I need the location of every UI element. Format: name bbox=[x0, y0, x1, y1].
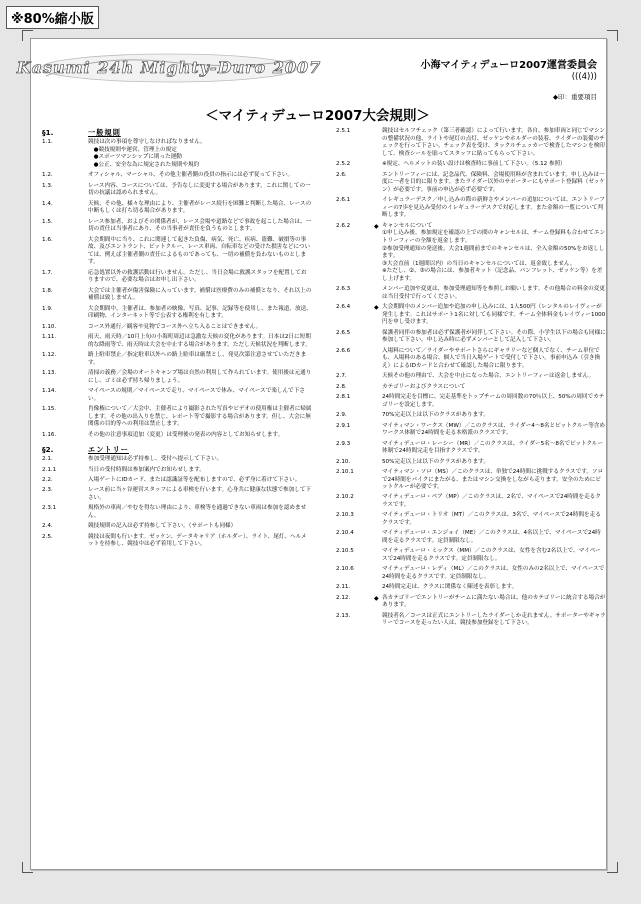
section-heading bbox=[42, 128, 312, 138]
rule-item bbox=[336, 223, 606, 284]
rule-number: 2.6.6 bbox=[336, 347, 351, 354]
section-number: §1. bbox=[42, 128, 54, 137]
rule-text: カテゴリーおよびクラスについて bbox=[382, 383, 466, 390]
rule-number: 2.6.1 bbox=[336, 197, 351, 204]
rule-item bbox=[336, 412, 606, 420]
rule-number: 2.5. bbox=[42, 533, 53, 540]
important-marker bbox=[374, 330, 382, 345]
important-marker bbox=[374, 613, 382, 628]
rule-item bbox=[336, 384, 606, 392]
important-marker bbox=[80, 523, 88, 531]
rule-text: 路上駐車禁止／指定駐車以外への路上駐車は厳禁とし、発見次第注意させていただきます。 bbox=[88, 352, 307, 366]
rule-text: 当日の受付時間は参加案内でお知らせします。 bbox=[88, 466, 205, 473]
rule-item bbox=[42, 334, 312, 349]
important-marker bbox=[374, 373, 382, 381]
rule-text: 応急処置以外の救護活動は行いません。ただし、当日会場に救護スタッフを配置しておりますので、必要な場合はお申し出下さい。 bbox=[88, 269, 307, 284]
rule-text: レース内容、コースについては、予告なしに変更する場合があります。これに関しての一切の抗議は認められません。 bbox=[88, 182, 311, 197]
rule-text: マイティデューロ・エンジョイ（ME）／このクラスは、4名以上で、マイペースで24時間を走るクラスです。定員制限なし。 bbox=[382, 530, 601, 545]
important-marker bbox=[80, 201, 88, 216]
rule-number: 2.8. bbox=[336, 383, 347, 390]
rule-text: マイティマン・ソロ（MS）／このクラスは、単独で24時間に挑戦するクラスです。ソロで24時間をバイクにまたがる、またはマシン交換をしながら走ります。安全のためにピットクルーが必要です。 bbox=[382, 468, 604, 491]
important-marker bbox=[80, 139, 88, 169]
rule-item bbox=[42, 270, 312, 285]
rule-number: 2.10.4 bbox=[336, 530, 354, 537]
rule-number: 2.3. bbox=[42, 487, 53, 494]
rule-number: 2.10.2 bbox=[336, 494, 354, 501]
rule-number: 2.11. bbox=[336, 584, 351, 591]
important-marker bbox=[374, 584, 382, 592]
important-marker bbox=[374, 459, 382, 467]
rule-item bbox=[336, 548, 606, 563]
rule-number: 1.4. bbox=[42, 200, 53, 207]
rule-item bbox=[336, 441, 606, 456]
important-marker bbox=[374, 512, 382, 527]
rule-text: 大会期間中に当り、これに関連して起きた負傷、病気、死亡、疾病、盗難、破損等の事故、及びエントラント、ピットクルー、レース車両、自転車などの受けた損害などについては、例えば主催者側の責任によるものであっても、一切の補償を負わないものとします。 bbox=[88, 236, 311, 266]
rule-number: 2.10. bbox=[336, 458, 351, 465]
rule-number: 2.8.1 bbox=[336, 394, 351, 401]
rule-number: 1.3. bbox=[42, 182, 53, 189]
rule-number: 2.6. bbox=[336, 171, 347, 178]
rule-item bbox=[42, 352, 312, 367]
rule-text: 保護者同伴の参加者は必ず保護者が同伴して下さい。その際、小学生以下の場合も同様に参加して下さい。申し込み時に必ずメンバーとして記入して下さい。 bbox=[382, 329, 606, 344]
rule-text: 肖像権について／大会中、主催者により撮影された写真やビデオの使用権は主催者に帰属します。その他の出入りを禁じ、レポート等で撮影する場合があります。但し、大会に無関係の目的等への利用は禁止します。 bbox=[88, 405, 312, 428]
rule-number: 2.2. bbox=[42, 476, 53, 483]
rule-number: 1.1. bbox=[42, 139, 53, 145]
rule-number: 2.9.1 bbox=[336, 422, 351, 429]
rule-number: 2.5.1 bbox=[336, 128, 351, 134]
rule-number: 1.12. bbox=[42, 352, 57, 359]
important-marker bbox=[374, 128, 382, 158]
rule-item bbox=[42, 523, 312, 531]
rule-number: 2.6.3 bbox=[336, 286, 351, 293]
organizer-name: 小海マイティデューロ2007運営委員会 bbox=[420, 60, 597, 71]
rule-text: 雨天、雨天時／10月上旬の小海町周辺は急激な天候の変化があります。日本は2日に短期的な降雨等で、雨天時は大会を中止する場合があります。ただし天候状況を判断します。 bbox=[88, 334, 311, 348]
rule-text: マイペースの規則／マイペースで走り、マイペースで休み、マイペースで楽しんで下さい。 bbox=[88, 387, 305, 402]
section-heading bbox=[42, 445, 312, 455]
rule-item bbox=[42, 183, 312, 198]
rule-text: 競技は次の事項を尊守しなければなりません。 ●競技規則や運営、管理上の規定 ●スポーツマンシップに則った運動 ●公正、安全な為に規定された規則や規約 bbox=[88, 139, 206, 168]
rule-text: オフィシャル、マーシャル、その他主催者側の役員の指示には必ず従って下さい。 bbox=[88, 172, 294, 179]
rule-number: 2.3.1 bbox=[42, 505, 57, 512]
important-marker bbox=[80, 505, 88, 520]
important-marker bbox=[374, 441, 382, 456]
rule-text: 参加受理通知は必ず持参し、受付へ提示して下さい。 bbox=[88, 456, 223, 463]
left-column bbox=[42, 128, 312, 848]
rule-item bbox=[336, 348, 606, 371]
rule-number: 1.8. bbox=[42, 287, 53, 294]
rule-item bbox=[336, 423, 606, 438]
rule-item bbox=[336, 161, 606, 169]
rule-item bbox=[42, 219, 312, 234]
rule-number: 2.13. bbox=[336, 612, 351, 619]
rule-item bbox=[336, 566, 606, 581]
rule-item bbox=[42, 505, 312, 520]
rule-item bbox=[42, 388, 312, 403]
rule-text: 大会では主催者が傷害保険に入っています。補償は医療費のみの補償となり、それ以上の補償は致しません。 bbox=[88, 287, 312, 302]
rule-number: 1.11. bbox=[42, 334, 57, 341]
rule-item bbox=[42, 534, 312, 549]
rule-number: 2.1. bbox=[42, 456, 53, 463]
important-marker bbox=[80, 334, 88, 349]
rule-text: 競技は夜間も行います。ゼッケン、データキャリア（ホルダー）、ライト、尾灯、ヘルメットを持参し、競技中は必ず着用して下さい。 bbox=[88, 533, 307, 548]
document-title: ＜マイティデューロ2007大会規則＞ bbox=[205, 108, 430, 124]
rule-number: 2.1.1 bbox=[42, 466, 57, 473]
rule-item bbox=[336, 595, 606, 610]
rule-item bbox=[42, 237, 312, 267]
rule-number: 2.5.2 bbox=[336, 161, 351, 168]
right-column bbox=[336, 128, 606, 848]
rule-number: 2.12. bbox=[336, 594, 351, 601]
rule-number: 1.16. bbox=[42, 431, 57, 438]
rule-text: レース前に当ヶ谷運営スタッフによる車検を行います。心身共に健康な状態で参加して下さい。 bbox=[88, 487, 312, 501]
important-marker bbox=[80, 270, 88, 285]
rule-text: ※規定、ヘルメットの装い設けは検査時に事前して下さい。（5.12 参照） bbox=[382, 161, 566, 168]
important-marker: ◆ bbox=[374, 304, 379, 312]
important-marker bbox=[374, 161, 382, 169]
rule-text: キャンセルについて ①申し込み後、参加規定を確認の上での間のキャンセルは、チーム登録料も合わせてエントリーフィーの全額を返金します。 ②参加受理通知の発送後、大会1週間前までのキャンセルは、全入金額の50%をお返しします。 ③大会直前（1週間以内）の当日のキャンセルについては、返金致しません。 ※ただし、②、③の場合には、参加者キット（記念品、パンフレット、ゼッケン等）を差し上げます。 bbox=[382, 222, 606, 282]
rule-number: 2.4. bbox=[42, 523, 53, 530]
important-marker bbox=[80, 370, 88, 385]
rule-text: 清掃の義務／会場のオートキャンプ場は自然の利用して作られています。使用後は元通りにし、ゴミは必ず持ち帰りましょう。 bbox=[88, 370, 312, 384]
important-marker bbox=[80, 467, 88, 475]
rule-item bbox=[42, 201, 312, 216]
rule-number: 1.7. bbox=[42, 269, 53, 276]
rule-item bbox=[336, 530, 606, 545]
rule-text: マイティデューロ・ミックス（MM）／このクラスは、女性を含む2名以上で、マイペースで24時間を走るクラスです。定員制限なし。 bbox=[382, 548, 601, 563]
rule-text: レース参加者、およびその関係者が、レース会場や道路などで事故を起こした場合は、一切の責任は当事者にあり、その当事者が責任を負うものとします。 bbox=[88, 218, 312, 233]
rule-number: 2.10.5 bbox=[336, 548, 354, 555]
important-marker: ◆ bbox=[374, 594, 379, 602]
important-marker bbox=[80, 288, 88, 303]
rule-text: 24時間完走は、クラスに関係なく陳述を表彰します。 bbox=[382, 584, 518, 591]
important-marker bbox=[374, 548, 382, 563]
rule-text: コース外通行／観客や見物でコース外へ立ち入ることはできません。 bbox=[88, 323, 262, 330]
important-marker bbox=[80, 172, 88, 180]
rule-text: メンバー追加や変更は、参加受理通知等を参照しお願いします。その他場合の料金の変更は当日受付で行ってください。 bbox=[382, 286, 605, 300]
rule-text: 大会期間中、主催者は、参加者の映像、写真、記事、記録等を使用し、また報道、放送、印刷物、インターネット等で公表する権利を有します。 bbox=[88, 305, 312, 320]
rule-text: イレギュラーデスク／申し込みの際の新鮮さやメンバーの追加については、エントリーフィーの7歩を見込み受付のイレギュラーデスクで対応します。また金額の一覧について判断します。 bbox=[382, 197, 605, 219]
section-number: §2. bbox=[42, 445, 54, 455]
rule-number: 1.15. bbox=[42, 405, 57, 412]
important-marker bbox=[80, 388, 88, 403]
rule-number: 2.9. bbox=[336, 412, 347, 419]
rule-item bbox=[336, 613, 606, 628]
rule-text: 競技はセルフチェック（第三者確認）によって行います。各自、参加車両と同じでマシンの整備状況の他、ライトや尾灯の点灯、ゼッケンやホルダーの装着、ライダーの装備のチェックを行って下さい。チェック表を受け、タックルチェッカーで検査したマシンを検印して、検査シールを貼ってスタッフに貼ってもらって下さい。 bbox=[382, 128, 605, 157]
rule-number: 1.14. bbox=[42, 387, 57, 394]
logo-text: Kasumi 24h Mighty-Duro 2007 bbox=[16, 58, 322, 77]
rule-item bbox=[336, 373, 606, 381]
section-title: エントリー bbox=[88, 445, 129, 455]
rule-item bbox=[336, 459, 606, 467]
section-title: 一般規則 bbox=[88, 128, 121, 137]
rule-number: 1.5. bbox=[42, 218, 53, 225]
important-marker bbox=[374, 423, 382, 438]
rule-text: 競技規則の記入は必ず持参して下さい。（サポートも同様） bbox=[88, 523, 237, 530]
important-marker bbox=[80, 237, 88, 267]
rule-item bbox=[336, 394, 606, 409]
important-marker bbox=[80, 432, 88, 440]
rule-text: 各カテゴリーでエントリーがチームに満たない場合は、他のカテゴリーに統合する場合があります。 bbox=[382, 594, 606, 609]
rule-number: 2.6.4 bbox=[336, 304, 351, 311]
important-marker bbox=[374, 197, 382, 220]
important-marker bbox=[374, 384, 382, 392]
important-marker bbox=[374, 286, 382, 301]
rule-item bbox=[42, 288, 312, 303]
important-marker bbox=[374, 494, 382, 509]
important-marker bbox=[80, 324, 88, 332]
rule-item bbox=[42, 456, 312, 464]
rule-text: 天候その他の理由で、大会を中止になった場合、エントリーフィーは返金しません。 bbox=[382, 373, 595, 380]
rule-item bbox=[336, 494, 606, 509]
rule-item bbox=[336, 330, 606, 345]
rule-number: 2.6.5 bbox=[336, 329, 351, 336]
rule-item bbox=[42, 477, 312, 485]
rule-text: マイティデューロ・レディ（ML）／このクラスは、女性のみの2名以上で、マイペースで24時間を走るクラスです。定員制限なし。 bbox=[382, 566, 605, 581]
rule-item bbox=[42, 406, 312, 429]
rule-item bbox=[336, 584, 606, 592]
rule-item bbox=[42, 467, 312, 475]
rule-item bbox=[336, 286, 606, 301]
rule-item bbox=[336, 512, 606, 527]
important-marker bbox=[374, 412, 382, 420]
rule-text: 70%完走以上は以下のクラスがあります。 bbox=[382, 412, 489, 419]
rule-item bbox=[42, 306, 312, 321]
important-marker bbox=[374, 469, 382, 492]
rule-text: 50%完走以上は以下のクラスがあります。 bbox=[382, 458, 489, 465]
rule-number: 2.6.2 bbox=[336, 222, 351, 229]
rule-number: 2.10.1 bbox=[336, 468, 354, 475]
crop-mark-top-right bbox=[607, 30, 618, 41]
important-marker bbox=[80, 534, 88, 549]
important-marker bbox=[374, 530, 382, 545]
rule-text: 大会期間中のメンバー追加や追加の申し込みには、1人500円（レンタルのレイヴィーが発生します。これはサポート1名に対しても同様です。チーム全体料金もレイヴィー1000円を申し受けます。 bbox=[382, 304, 606, 326]
rule-item bbox=[42, 172, 312, 180]
important-marker bbox=[80, 406, 88, 429]
rule-number: 1.2. bbox=[42, 172, 53, 179]
important-marker bbox=[80, 477, 88, 485]
rule-number: 1.6. bbox=[42, 236, 53, 243]
important-marker: ◆ bbox=[374, 222, 379, 230]
rule-number: 2.9.3 bbox=[336, 440, 351, 447]
rule-text: 24時間完走を目標に、完走基準をトップチームの周回数の70％以上、50%の周回でカテゴリーを設定します。 bbox=[382, 394, 605, 408]
rule-item bbox=[336, 469, 606, 492]
rule-item bbox=[336, 172, 606, 195]
rule-text: その他の注意事項追加（変更）は受理後の発表の内容としてお知らせします。 bbox=[88, 431, 284, 438]
rule-item bbox=[336, 304, 606, 327]
rule-text: マイティデューロ・トリオ（MT）／このクラスは、3名で、マイペースで24時間を走るクラスです。 bbox=[382, 512, 601, 527]
rule-text: マイティデューロ・ペア（MP）／このクラスは、2名で、マイペースで24時間を走るクラスです。 bbox=[382, 494, 601, 509]
rule-text: マイティデューロ・レーシー（MR）／このクラスは、ライダー5名〜8名でピットクルー体制で24時間完走を目指すクラスです。 bbox=[382, 440, 604, 455]
rule-text: 天候、その他、様々な理由により、主催者がレース続行を困難と判断した場合、レースの中断もしくは打ち切る場合があります。 bbox=[88, 200, 312, 215]
important-marker bbox=[374, 172, 382, 195]
rule-text: 規格外の車両／やむを得ない理由により、車検等を通過できない車両は参加を認めません。 bbox=[88, 505, 307, 519]
rule-item bbox=[336, 197, 606, 220]
rule-text: 入場ゲートにIDカード、または認識証等を配布しますので、必ず身に着けて下さい。 bbox=[88, 476, 301, 483]
crop-mark-bottom-right bbox=[607, 862, 618, 873]
rule-item bbox=[336, 128, 606, 158]
rule-text: 入場料について／ライダーやサポートさらにギャラリーなど個人でなく、チーム単位でも、入場料のある場合、個人で当日入場ゲートで受付しで下さい。事前申込み（引き換え）によるIDカードと合わせて確認した場合に限ります。 bbox=[382, 347, 601, 369]
important-marker bbox=[80, 183, 88, 198]
important-marker bbox=[80, 456, 88, 464]
rule-text: エントリーフィーには、記念品代、保険料、会場使用料が含まれています。申し込みは一度に一者を目的に限ります。またライダー以外のサポーターにもサポート登録料（ゼッケン）が必要です。事前の申込が必ず必要です。 bbox=[382, 171, 606, 193]
event-logo bbox=[16, 52, 322, 84]
rule-item bbox=[42, 324, 312, 332]
page-label: (((4))) bbox=[571, 72, 597, 82]
rule-text: マイティマン・ワークス（MW）／このクラスは、ライダー4〜8名とピットクルー等含めワークス体制で24時間を走る本格派のクラスです。 bbox=[382, 422, 605, 437]
rule-item bbox=[42, 432, 312, 440]
important-marker bbox=[374, 348, 382, 371]
rule-text: 競技者名／コースは正式にエントリーしたライダーしか走れません。サポーターやギャラリーでコースを走ったい人は、競技参加登録をして下さい。 bbox=[382, 612, 606, 627]
rule-item bbox=[42, 487, 312, 502]
rule-number: 1.9. bbox=[42, 305, 53, 312]
important-marker bbox=[80, 306, 88, 321]
important-marker bbox=[80, 487, 88, 502]
important-marker bbox=[374, 566, 382, 581]
rule-item bbox=[42, 139, 312, 169]
rule-number: 2.10.6 bbox=[336, 566, 354, 573]
rule-number: 1.10. bbox=[42, 323, 57, 330]
reduction-tag: ※80%縮小版 bbox=[6, 6, 99, 29]
important-note-legend: ◆印：重要項目 bbox=[553, 93, 597, 101]
important-marker bbox=[80, 352, 88, 367]
rule-number: 2.7. bbox=[336, 373, 347, 380]
rule-item bbox=[42, 370, 312, 385]
important-marker bbox=[80, 219, 88, 234]
rule-number: 2.10.3 bbox=[336, 512, 354, 519]
important-marker bbox=[374, 394, 382, 409]
rule-number: 1.13. bbox=[42, 370, 57, 376]
